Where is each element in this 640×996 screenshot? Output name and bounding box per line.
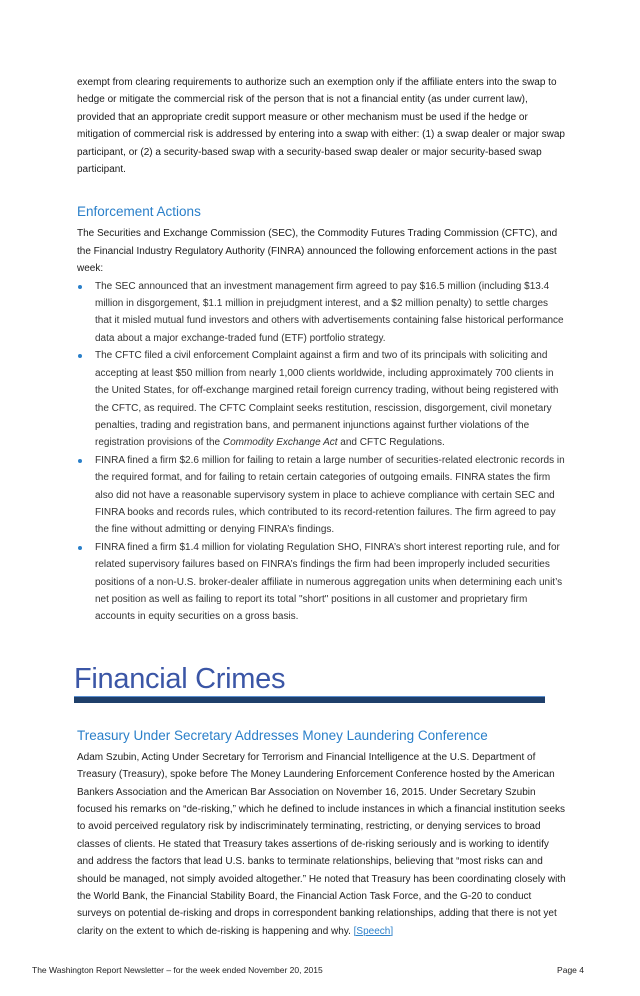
intro-paragraph: exempt from clearing requirements to authorize such an exemption only if the affiliate enters into the swap to hedge or mitigate the commercial risk of the person that is not a financial entity (as under current law), provided that an appropriate credit support measure or other mechanism must be used if the hedge or mitigation of commercial risk is addressed by entering into a swap with either: (1) a swap dealer or major swap participant, or (2) a security-based swap with a security-based swap dealer or major security-based swap participant. <box>77 77 565 176</box>
bullet-text-tail: and CFTC Regulations. <box>337 437 445 449</box>
list-item <box>77 278 567 348</box>
act-name: Commodity Exchange Act <box>222 437 338 449</box>
page-footer <box>32 964 584 976</box>
treasury-body <box>77 749 567 940</box>
bullet-text: The CFTC filed a civil enforcement Complaint against a firm and two of its principals with soliciting and accepting at least $50 million from nearly 1,000 clients worldwide, including approximately 700 clients in the United States, for off-exchange margined retail foreign currency trading, without being registered with the CFTC, as required. The CFTC Complaint seeks restitution, rescission, disgorgement, civil monetary penalties, trading and registration bans, and permanent injunctions against further violations of the registration provisions of the <box>95 350 559 449</box>
enforcement-list <box>77 278 567 626</box>
treasury-section <box>77 727 567 940</box>
bullet-text: The SEC announced that an investment management firm agreed to pay $16.5 million (including $13.4 million in disgorgement, $1.1 million in prejudgment interest, and a $2 million penalty) to settle charges that it misled mutual fund investors and others with advertisements containing false historical performance data about a major exchange-traded fund (ETF) portfolio strategy. <box>95 280 564 344</box>
bullet-icon <box>78 546 82 550</box>
speech-link[interactable]: [Speech] <box>353 925 394 937</box>
bullet-icon <box>78 285 82 289</box>
bullet-icon <box>78 459 82 463</box>
section-title: Financial Crimes <box>74 662 286 695</box>
list-item <box>77 347 567 451</box>
bullet-icon <box>78 354 82 358</box>
bullet-text: FINRA fined a firm $1.4 million for violating Regulation SHO, FINRA’s short interest reporting rule, and for related supervisory failures based on FINRA’s findings the firm had been improperly included securities positions of a non-U.S. broker-dealer affiliate in numerous aggregation units when determining each unit’s net position as well as failing to report its total "short" positions in all customer and proprietary firm accounts in equity securities on a gross basis. <box>95 541 563 623</box>
treasury-heading: Treasury Under Secretary Addresses Money Laundering Conference <box>77 727 488 743</box>
list-item <box>77 452 567 539</box>
enforcement-heading: Enforcement Actions <box>77 204 201 220</box>
treasury-text: Adam Szubin, Acting Under Secretary for Terrorism and Financial Intelligence at the U.S. Department of Treasury (Treasury), spoke before The Money Laundering Enforcement Conference hosted by the American Bankers Association and the American Bar Association on November 16, 2015. Under Secretary Szubin focused his remarks on “de-risking,” which he defined to include instances in which a financial institution seeks to avoid perceived regulatory risk by indiscriminately terminating, restricting, or denying services to broad classes of clients. He stated that Treasury takes assertions of de-risking seriously and is working to identify and address the factors that lead U.S. banks to terminate relationships, believing that “most risks can and should be managed, not simply avoided altogether.” He noted that Treasury has been coordinating closely with the World Bank, the Financial Stability Board, the Financial Action Task Force, and the G-20 to conduct surveys on potential de-risking and drops in correspondent banking relationships, adding that there is not yet clarity on the extent to which de-risking is happening and why. <box>77 751 566 937</box>
bullet-text: FINRA fined a firm $2.6 million for failing to retain a large number of securities-related electronic records in the required format, and for failing to retain certain categories of outgoing emails. FINRA states the firm also did not have a reasonable supervisory system in place to achieve compliance with certain SEC and FINRA books and records rules, which contributed to its record-retention failures. The firm agreed to pay the fine without admitting or denying FINRA’s findings. <box>95 454 565 536</box>
enforcement-section <box>77 74 567 626</box>
list-item <box>77 539 567 626</box>
enforcement-lead: The Securities and Exchange Commission (SEC), the Commodity Futures Trading Commission (CFTC), and the Financial Industry Regulatory Authority (FINRA) announced the following enforcement actions in the past week: <box>77 228 558 275</box>
section-divider <box>74 696 545 703</box>
footer-title: The Washington Report Newsletter – for the week ended November 20, 2015 <box>32 965 323 976</box>
page-number: Page 4 <box>557 965 584 976</box>
